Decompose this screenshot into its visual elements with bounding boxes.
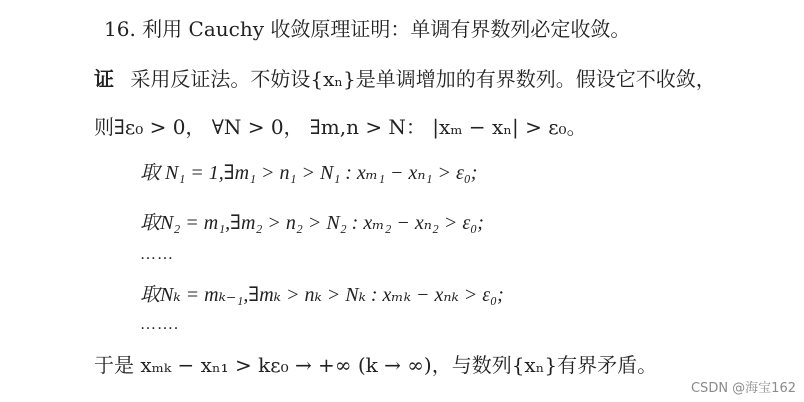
proof-label: 证 xyxy=(94,67,114,91)
step-k: 取Nₖ = mₖ₋₁,∃mₖ > nₖ > Nₖ : xₘₖ − xₙₖ > ε₀; xyxy=(140,284,504,306)
proof-intro: 采用反证法。不妨设{xₙ}是单调增加的有界数列。假设它不收敛， xyxy=(130,67,716,91)
step-2: 取N₂ = m₁,∃m₂ > n₂ > N₂ : xₘ₂ − xₙ₂ > ε₀; xyxy=(140,212,484,234)
problem-statement: 16. 利用 Cauchy 收敛原理证明：单调有界数列必定收敛。 xyxy=(104,17,631,41)
csdn-watermark: CSDN @海宝162 xyxy=(690,381,796,396)
conclusion-line: 于是 xₘₖ − xₙ₁ > kε₀ → +∞ (k → ∞)，与数列{xₙ}有界矛盾。 xyxy=(94,353,658,377)
step-1: 取 N₁ = 1,∃m₁ > n₁ > N₁ : xₘ₁ − xₙ₁ > ε₀; xyxy=(140,162,478,184)
ellipsis-2: ……. xyxy=(140,316,179,333)
proof-intro-line xyxy=(94,66,716,92)
negation-line: 则∃ε₀ > 0， ∀N > 0， ∃m,n > N： |xₘ − xₙ| > ε₀。 xyxy=(94,115,587,139)
ellipsis-1: …… xyxy=(140,246,174,263)
